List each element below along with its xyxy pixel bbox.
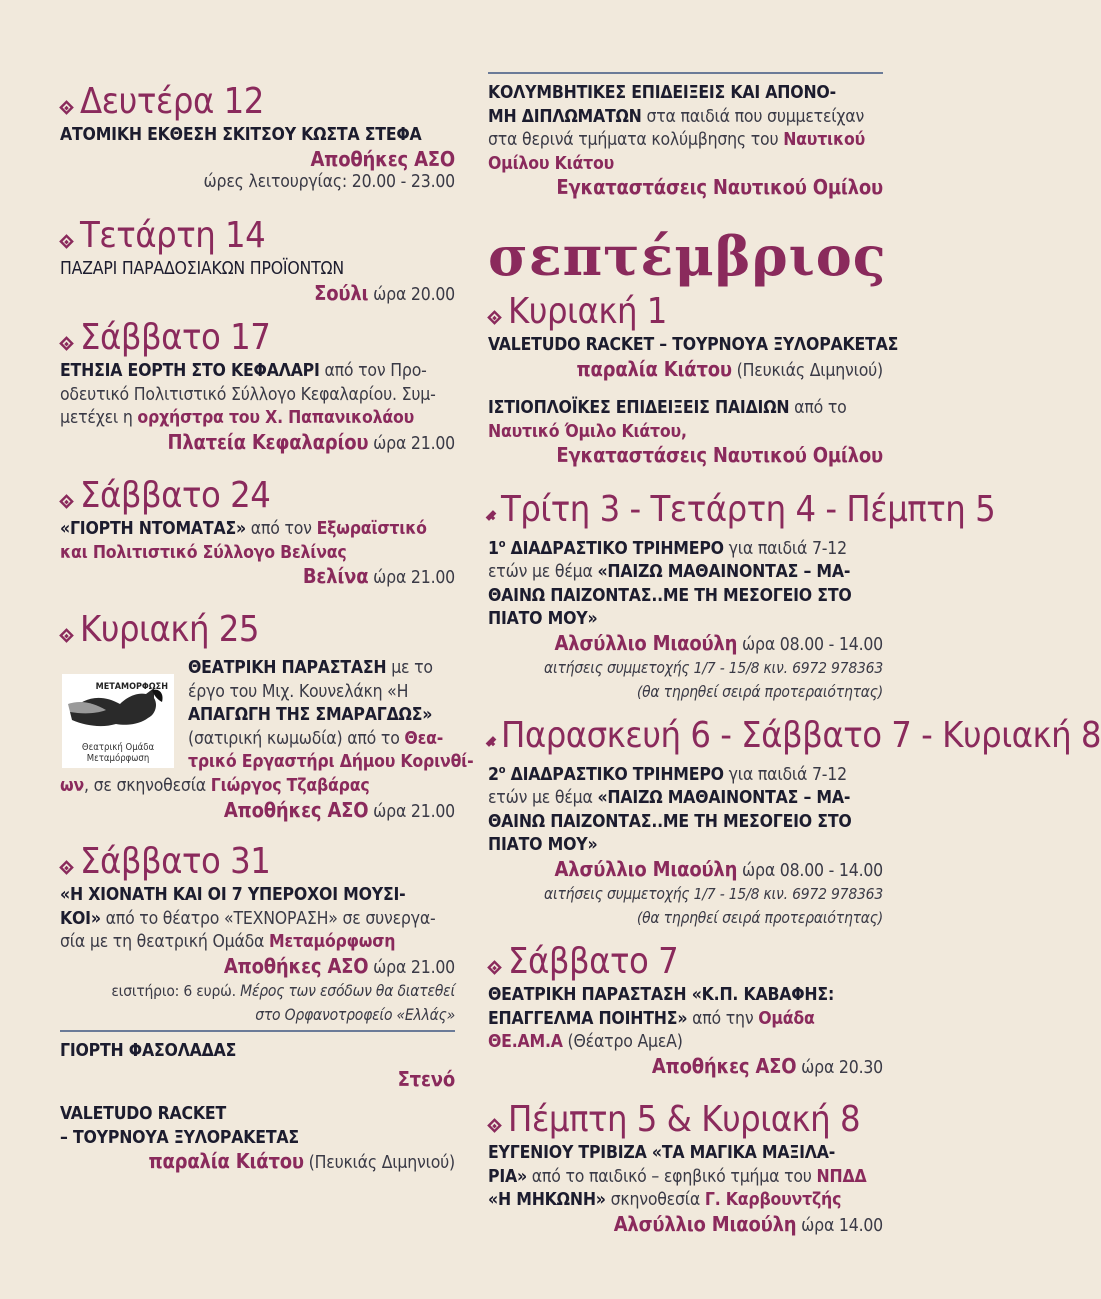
metamorfosi-logo — [62, 674, 174, 768]
diamond-bullet-icon — [59, 336, 74, 351]
event-title: VALETUDO RACKET – ΤΟΥΡΝΟΥΑ ΞΥΛΟΡΑΚΕΤΑΣ — [488, 335, 899, 355]
event-text: σία με τη θεατρική Ομάδα Μεταμόρφωση — [60, 932, 396, 952]
event-saturday-7: Σάββατο 7 ΘΕΑΤΡΙΚΗ ΠΑΡΑΣΤΑΣΗ «Κ.Π. ΚΑΒΑΦΗΣ: ΕΠΑΓΓΕΛΜΑ ΠΟΙΗΤΗΣ» από την Ομάδα ΘΕ.ΑΜ.Α (Θέατρο ΑμεΑ) Αποθήκες ΑΣΟ ώρα 20.30 — [488, 940, 883, 1080]
event-thursday-5: Πέμπτη 5 & Κυριακή 8 ΕΥΓΕΝΙΟΥ ΤΡΙΒΙΖΑ «ΤΑ ΜΑΓΙΚΑ ΜΑΞΙΛΑ- ΡΙΑ» από το παιδικό – εφηβικό τμήμα του ΝΠΔΔ «Η ΜΗΚΩΝΗ» σκηνοθεσία Γ. Καρβουντζής Αλσύλλιο Μιαούλη ώρα 14.00 — [488, 1098, 883, 1238]
event-venue: Στενό — [397, 1066, 455, 1091]
event-venue: Αποθήκες ΑΣΟ — [310, 146, 455, 171]
event-text: ΕΤΗΣΙΑ ΕΟΡΤΗ ΣΤΟ ΚΕΦΑΛΑΡΙ από τον Προ- — [60, 361, 427, 381]
event-venue: Εγκαταστάσεις Ναυτικού Ομίλου — [556, 175, 883, 199]
event-text: οδευτικό Πολιτιστικό Σύλλογο Κεφαλαρίου. Συμ- — [60, 384, 436, 405]
diamond-bullet-icon — [59, 494, 74, 509]
event-venue: Εγκαταστάσεις Ναυτικού Ομίλου — [556, 443, 883, 467]
event-venue: παραλία Κιάτου (Πευκιάς Διμηνιού) — [576, 356, 883, 381]
event-heading: Σάββατο 24 — [60, 474, 455, 518]
event-title: ΑΤΟΜΙΚΗ ΕΚΘΕΣΗ ΣΚΙΤΣΟΥ ΚΩΣΤΑ ΣΤΕΦΑ — [60, 125, 422, 145]
event-text: και Πολιτιστικό Σύλλογο Βελίνας — [60, 542, 347, 563]
event-venue-time: Αλσύλλιο Μιαούλη ώρα 08.00 - 14.00 — [554, 630, 883, 655]
event-title: ΚΟΛΥΜΒΗΤΙΚΕΣ ΕΠΙΔΕΙΞΕΙΣ ΚΑΙ ΑΠΟΝΟ- — [488, 83, 836, 103]
event-title: – ΤΟΥΡΝΟΥΑ ΞΥΛΟΡΑΚΕΤΑΣ — [60, 1127, 299, 1148]
event-saturday-17 — [60, 316, 455, 456]
event-venue: παραλία Κιάτου (Πευκιάς Διμηνιού) — [148, 1149, 455, 1173]
event-heading: Σάββατο 31 — [60, 840, 455, 884]
event-heading: Δευτέρα 12 — [60, 80, 455, 124]
logo-caption: Θεατρική Ομάδα Μεταμόρφωση — [81, 742, 155, 764]
event-heading: Κυριακή 1 — [488, 290, 883, 334]
event-title: ΠΑΖΑΡΙ ΠΑΡΑΔΟΣΙΑΚΩΝ ΠΡΟΪΟΝΤΩΝ — [60, 259, 344, 279]
event-fasolada — [60, 1040, 455, 1091]
event-venue-time: Βελίνα ώρα 21.00 — [302, 564, 455, 588]
event-title: ΓΙΟΡΤΗ ΦΑΣΟΛΑΔΑΣ — [60, 1041, 237, 1061]
event-text: ΚΟΙ» από το θέατρο «ΤΕΧΝΟΡΑΣΗ» σε συνεργα- — [60, 908, 436, 929]
event-venue-time: Πλατεία Κεφαλαρίου ώρα 21.00 — [167, 429, 455, 454]
month-title: σεπτέμβριος — [488, 224, 887, 288]
event-venue-time: Αλσύλλιο Μιαούλη ώρα 08.00 - 14.00 — [554, 856, 883, 881]
event-venue-time: Αποθήκες ΑΣΟ ώρα 21.00 — [223, 953, 455, 978]
event-text: «ΓΙΟΡΤΗ ΝΤΟΜΑΤΑΣ» από τον Εξωραϊστικό — [60, 519, 427, 539]
event-sunday-25-text2: ων, σε σκηνοθεσία Γιώργος Τζαβάρας Αποθήκες ΑΣΟ ώρα 21.00 — [60, 775, 455, 824]
diamond-bullet-icon — [487, 960, 502, 975]
event-monday-12 — [60, 80, 455, 195]
event-valetudo — [60, 1103, 455, 1176]
event-tuesday-3: Τρίτη 3 - Τετάρτη 4 - Πέμπτη 5 $1^o$ ΔΙΑΔΡΑΣΤΙΚΟ ΤΡΙΗΜΕΡΟ για παιδιά 7-12 ετών με θέμα «ΠΑΙΖΩ ΜΑΘΑΙΝΟΝΤΑΣ – ΜΑ- ΘΑΙΝΩ ΠΑΙΖΟΝΤΑΣ..ΜΕ ΤΗ ΜΕΣΟΓΕΙΟ ΣΤΟ ΠΙΑΤΟ ΜΟΥ» Αλσύλλιο Μιαούλη ώρα 08.00 - 14.00 αιτήσεις συμμετοχής 1/7 - 15/8 κιν. 6972 978363 (θα τηρηθεί σειρά προτεραιότητας) — [488, 488, 883, 704]
diamond-bullet-icon — [59, 860, 74, 875]
section-divider — [60, 1030, 455, 1032]
event-wednesday-14 — [60, 214, 455, 307]
diamond-bullet-icon — [59, 628, 74, 643]
event-saturday-24 — [60, 474, 455, 591]
event-note: εισιτήριο: 6 ευρώ. Μέρος των εσόδων θα διατεθεί — [111, 982, 455, 1000]
event-heading: Σάββατο 7 — [488, 940, 883, 984]
diamond-bullet-icon — [486, 736, 497, 747]
diamond-bullet-icon — [487, 1118, 502, 1133]
event-venue-time: Αλσύλλιο Μιαούλη ώρα 14.00 — [613, 1211, 883, 1236]
diamond-bullet-icon — [486, 510, 497, 521]
event-swimming: ΚΟΛΥΜΒΗΤΙΚΕΣ ΕΠΙΔΕΙΞΕΙΣ ΚΑΙ ΑΠΟΝΟ- ΜΗ ΔΙΠΛΩΜΑΤΩΝ στα παιδιά που συμμετείχαν στα θερινά τμήματα κολύμβησης του Ναυτικού Ομίλου Κιάτου Εγκαταστάσεις Ναυτικού Ομίλου — [488, 83, 883, 199]
event-note: στο Ορφανοτροφείο «Ελλάς» — [255, 1005, 455, 1024]
diamond-bullet-icon — [487, 310, 502, 325]
event-sunday-1: Κυριακή 1 VALETUDO RACKET – ΤΟΥΡΝΟΥΑ ΞΥΛΟΡΑΚΕΤΑΣ παραλία Κιάτου (Πευκιάς Διμηνιού) ΙΣΤΙΟΠΛΟΪΚΕΣ ΕΠΙΔΕΙΞΕΙΣ ΠΑΙΔΙΩΝ από το Ναυτικό Όμιλο Κιάτου, Εγκαταστάσεις Ναυτικού Ομίλου — [488, 291, 899, 467]
event-text: μετέχει η ορχήστρα του Χ. Παπανικολάου — [60, 408, 415, 428]
event-title: VALETUDO RACKET — [60, 1104, 226, 1124]
logo-title: ΜΕΤΑΜΟΡΦΩΣΗ — [95, 682, 168, 692]
event-venue-time: Σούλι ώρα 20.00 — [314, 280, 455, 305]
event-heading: Σάββατο 17 — [60, 316, 455, 360]
event-saturday-31 — [60, 840, 455, 1027]
diamond-bullet-icon — [59, 100, 74, 115]
event-heading: Παρασκευή 6 - Σάββατο 7 - Κυριακή 8 — [488, 714, 883, 758]
event-text: «Η ΧΙΟΝΑΤΗ ΚΑΙ ΟΙ 7 ΥΠΕΡΟΧΟΙ ΜΟΥΣΙ- — [60, 885, 406, 905]
section-divider — [488, 72, 883, 74]
event-sunday-25-text: ΘΕΑΤΡΙΚΗ ΠΑΡΑΣΤΑΣΗ με το έργο του Μιχ. Κουνελάκη «Η ΑΠΑΓΩΓΗ ΤΗΣ ΣΜΑΡΑΓΔΩΣ» (σατιρική κωμωδία) από το Θεα- τρικό Εργαστήρι Δήμου Κορινθί- — [188, 658, 474, 772]
event-heading: Πέμπτη 5 & Κυριακή 8 — [488, 1098, 883, 1142]
event-hours: ώρες λειτουργίας: 20.00 - 23.00 — [203, 172, 455, 192]
event-venue-time: Αποθήκες ΑΣΟ ώρα 20.30 — [651, 1053, 883, 1078]
event-heading: Τρίτη 3 - Τετάρτη 4 - Πέμπτη 5 — [488, 488, 883, 532]
event-friday-6: Παρασκευή 6 - Σάββατο 7 - Κυριακή 8 $2^o$ ΔΙΑΔΡΑΣΤΙΚΟ ΤΡΙΗΜΕΡΟ για παιδιά 7-12 ετών με θέμα «ΠΑΙΖΩ ΜΑΘΑΙΝΟΝΤΑΣ – ΜΑ- ΘΑΙΝΩ ΠΑΙΖΟΝΤΑΣ..ΜΕ ΤΗ ΜΕΣΟΓΕΙΟ ΣΤΟ ΠΙΑΤΟ ΜΟΥ» Αλσύλλιο Μιαούλη ώρα 08.00 - 14.00 αιτήσεις συμμετοχής 1/7 - 15/8 κιν. 6972 978363 (θα τηρηθεί σειρά προτεραιότητας) — [488, 714, 883, 930]
diamond-bullet-icon — [59, 234, 74, 249]
event-heading: Τετάρτη 14 — [60, 214, 455, 258]
event-venue-time: Αποθήκες ΑΣΟ ώρα 21.00 — [223, 797, 455, 822]
event-heading: Κυριακή 25 — [60, 608, 455, 652]
event-sunday-25 — [60, 608, 455, 652]
